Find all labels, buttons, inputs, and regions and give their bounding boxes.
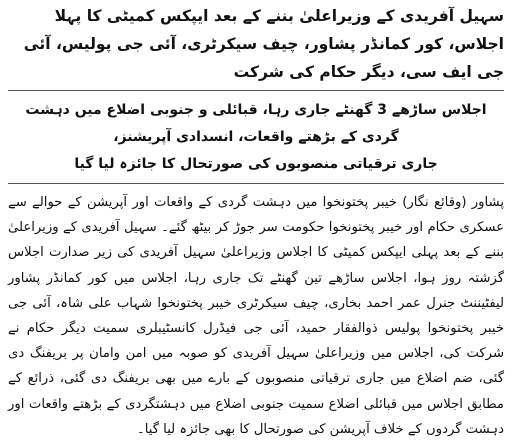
article-headline: سہیل آفریدی کے وزیراعلیٰ بننے کے بعد ایپکس کمیٹی کا پہلا اجلاس، کور کمانڈر پشاور، چیف سیکرٹری، آئی جی پولیس، آئی جی ایف سی، دیگر حکام کی شرکت [8,2,504,91]
subheadline-line-2: جاری ترقیاتی منصوبوں کی صورتحال کا جائزہ لیا گیا [74,156,438,172]
subheadline-line-1: اجلاس ساڑھے 3 گھنٹے جاری رہا، قبائلی و جنوبی اضلاع میں دہشت گردی کے بڑھتے واقعات، انسدادی آپریشنز، [25,102,487,145]
article-subheadline [8,97,504,184]
article-body: پشاور (وقائع نگار) خیبر پختونخوا میں دہشت گردی کے واقعات اور آپریشن کے حوالے سے عسکری حکام اور خیبر پختونخوا حکومت سر جوڑ کر بیٹھ گئے۔ سہیل آفریدی کے وزیراعلیٰ بننے کے بعد پہلی ایپکس کمیٹی کا اجلاس وزیراعلیٰ سہیل آفریدی کی زیر صدارت اجلاس گزشتہ روز ہوا، اجلاس ساڑھے تین گھنٹے تک جاری رہا، اجلاس میں کور کمانڈر پشاور لیفٹیننٹ جنرل عمر احمد بخاری، چیف سیکرٹری خیبر پختونخوا شہاب علی شاہ، آئی جی خیبر پختونخوا پولیس ذوالفقار حمید، آئی جی فیڈرل کانسٹیبلری سمیت دیگر حکام نے شرکت کی، اجلاس میں وزیراعلیٰ سہیل آفریدی کو صوبہ میں امن وامان پر بریفنگ دی گئی، ضم اضلاع میں جاری ترقیاتی منصوبوں کے بارے میں بھی بریفنگ دی گئی، ذرائع کے مطابق اجلاس میں قبائلی اضلاع سمیت جنوبی اضلاع میں دہشتگردی کے بڑھتے واقعات اور دہشت گردوں کے خلاف آپریشن کی صورتحال کا بھی جائزہ لیا گیا۔ [8,195,504,437]
